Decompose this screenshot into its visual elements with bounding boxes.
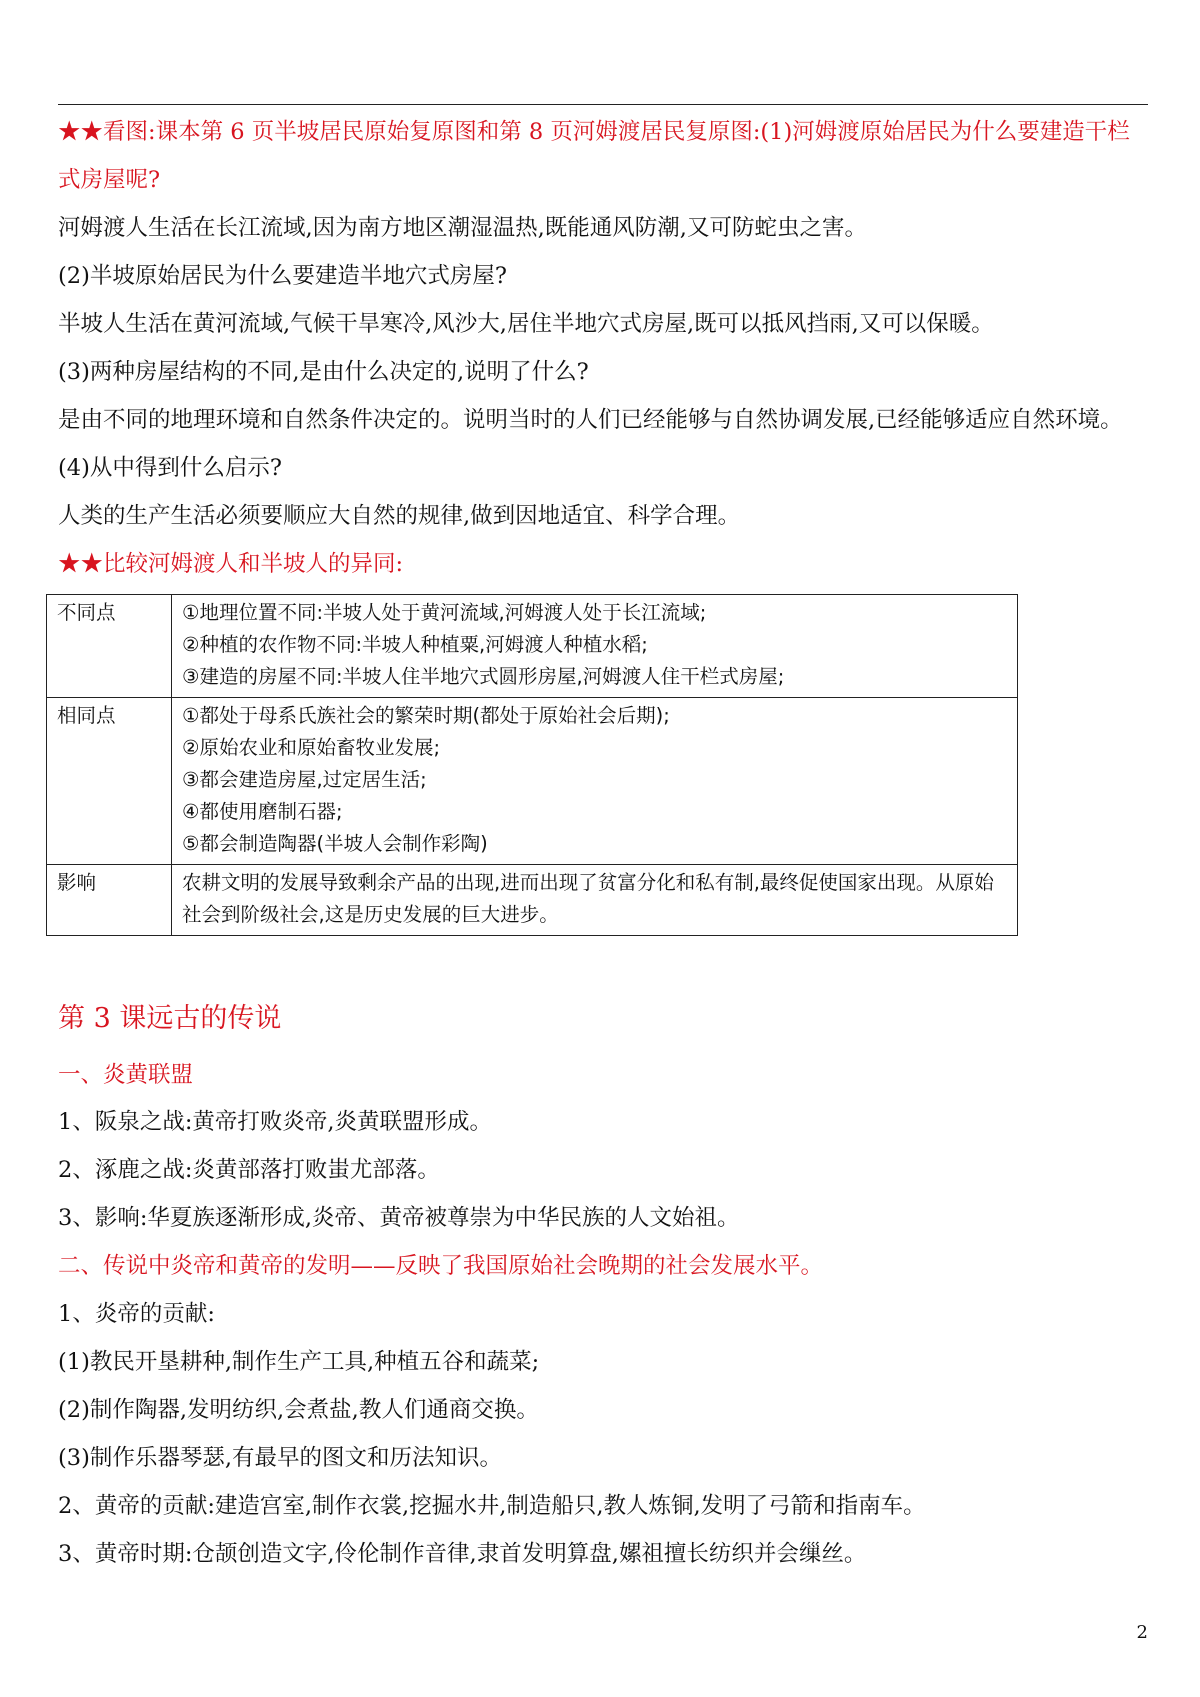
table-row-impact <box>47 865 1018 936</box>
cell-line: ②种植的农作物不同:半坡人种植粟,河姆渡人种植水稻; <box>182 633 648 656</box>
row-label-similarities: 相同点 <box>47 698 172 865</box>
question-1-prompt: ★★看图:课本第 6 页半坡居民原始复原图和第 8 页河姆渡居民复原图:(1)河姆渡原始居民为什么要建造干栏式房屋呢? <box>58 119 1130 193</box>
section-2-heading: 二、传说中炎帝和黄帝的发明——反映了我国原始社会晚期的社会发展水平。 <box>58 1253 824 1279</box>
list-item: (3)制作乐器琴瑟,有最早的图文和历法知识。 <box>58 1445 503 1471</box>
cell-line: ①都处于母系氏族社会的繁荣时期(都处于原始社会后期); <box>182 704 670 727</box>
list-item: 2、涿鹿之战:炎黄部落打败蚩尤部落。 <box>58 1157 440 1183</box>
list-item: (1)教民开垦耕种,制作生产工具,种植五谷和蔬菜; <box>58 1349 540 1375</box>
cell-line: 农耕文明的发展导致剩余产品的出现,进而出现了贫富分化和私有制,最终促使国家出现。从原始社会到阶级社会,这是历史发展的巨大进步。 <box>182 871 994 926</box>
similarities-cell <box>172 698 1018 865</box>
question-2-answer: 半坡人生活在黄河流域,气候干旱寒冷,风沙大,居住半地穴式房屋,既可以抵风挡雨,又可以保暖。 <box>58 311 994 337</box>
impact-cell <box>172 865 1018 936</box>
table-row-differences <box>47 595 1018 698</box>
compare-heading: ★★比较河姆渡人和半坡人的异同: <box>58 551 404 577</box>
list-item: 2、黄帝的贡献:建造宫室,制作衣裳,挖掘水井,制造船只,教人炼铜,发明了弓箭和指南车。 <box>58 1493 926 1519</box>
row-label-differences: 不同点 <box>47 595 172 698</box>
comparison-table-wrapper <box>58 594 1148 936</box>
question-1-answer: 河姆渡人生活在长江流域,因为南方地区潮湿温热,既能通风防潮,又可防蛇虫之害。 <box>58 215 867 241</box>
question-3-prompt: (3)两种房屋结构的不同,是由什么决定的,说明了什么? <box>58 359 589 385</box>
list-item: 1、炎帝的贡献: <box>58 1301 215 1327</box>
list-item: 1、阪泉之战:黄帝打败炎帝,炎黄联盟形成。 <box>58 1109 493 1135</box>
page-number: 2 <box>1136 1622 1148 1643</box>
table-row-similarities <box>47 698 1018 865</box>
cell-line: ①地理位置不同:半坡人处于黄河流域,河姆渡人处于长江流域; <box>182 601 707 624</box>
cell-line: ⑤都会制造陶器(半坡人会制作彩陶) <box>182 832 488 855</box>
question-2-prompt: (2)半坡原始居民为什么要建造半地穴式房屋? <box>58 263 507 289</box>
top-rule <box>58 104 1148 105</box>
cell-line: ②原始农业和原始畜牧业发展; <box>182 736 441 759</box>
cell-line: ③建造的房屋不同:半坡人住半地穴式圆形房屋,河姆渡人住干栏式房屋; <box>182 665 785 688</box>
page-content <box>58 108 1148 1578</box>
section-1-heading: 一、炎黄联盟 <box>58 1062 194 1088</box>
comparison-table <box>46 594 1018 936</box>
list-item: 3、影响:华夏族逐渐形成,炎帝、黄帝被尊崇为中华民族的人文始祖。 <box>58 1205 740 1231</box>
differences-cell <box>172 595 1018 698</box>
lesson-3-title: 第 3 课远古的传说 <box>58 1003 282 1034</box>
cell-line: ④都使用磨制石器; <box>182 800 343 823</box>
cell-line: ③都会建造房屋,过定居生活; <box>182 768 427 791</box>
question-4-prompt: (4)从中得到什么启示? <box>58 455 282 481</box>
list-item: (2)制作陶器,发明纺织,会煮盐,教人们通商交换。 <box>58 1397 539 1423</box>
row-label-impact: 影响 <box>47 865 172 936</box>
question-4-answer: 人类的生产生活必须要顺应大自然的规律,做到因地适宜、科学合理。 <box>58 503 741 529</box>
list-item: 3、黄帝时期:仓颉创造文字,伶伦制作音律,隶首发明算盘,嫘祖擅长纺织并会缫丝。 <box>58 1541 867 1567</box>
question-3-answer: 是由不同的地理环境和自然条件决定的。说明当时的人们已经能够与自然协调发展,已经能够适应自然环境。 <box>58 407 1123 433</box>
